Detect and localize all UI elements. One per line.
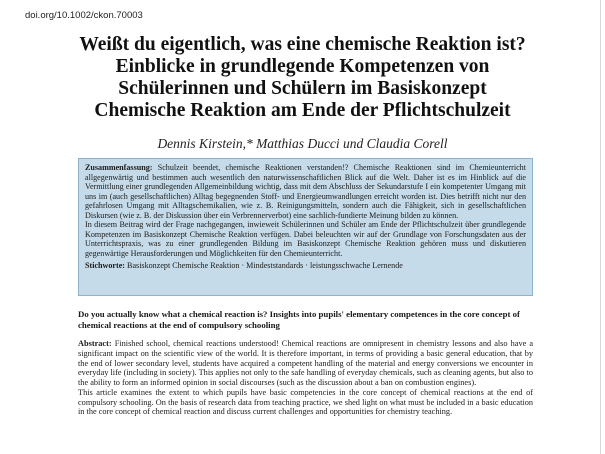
keywords-text: Basiskonzept Chemische Reaktion · Mindeststandards · leistungsschwache Lernende [127, 261, 403, 271]
german-abstract-paragraph: In diesem Beitrag wird der Frage nachgegangen, inwieweit Schülerinnen und Schüler am Ende der Pflichtschulzeit über grundlegende Kompetenzen im Basiskonzept Chemische Reaktion verfügen. Dabei beleuchten wir auf der Grundlage von Forschungsdaten aus der Unterrichtspraxis, was zu einer grundlegenden Bildung im Basiskonzept Chemische Reaktion gehören muss und diskutieren gegenwärtige Herausforderungen und Möglichkeiten für den Chemieunterricht. [85, 220, 526, 258]
english-abstract-paragraph: This article examines the extent to which pupils have basic competencies in the core concept of chemical reactions at the end of compulsory schooling. On the basis of research data from teaching practice, we shed light on what must be included in a basic education in the core concept of chemical reaction and discuss current challenges and opportunities for chemistry teaching. [78, 387, 533, 417]
english-abstract-lead: Abstract: [78, 339, 112, 348]
title-line: Schülerinnen und Schülern im Basiskonzept [118, 78, 487, 99]
english-title: Do you actually know what a chemical reaction is? Insights into pupils' elementary competences in the core concept of chemical reactions at the end of compulsory schooling [78, 309, 520, 330]
english-abstract-paragraph [78, 339, 533, 388]
title-line: Einblicke in grundlegende Kompetenzen von [115, 56, 490, 77]
english-abstract-text: Finished school, chemical reactions understood! Chemical reactions are omnipresent in chemistry lessons and also have a significant impact on the scientific view of the world. It is therefore important, in terms of providing a basic general education, that by the end of lower secondary level, students have acquired a competent handling of the material and energy conversions we encounter in everyday life (including in society). This applies not only to the safe handling of everyday chemicals, such as cleaning agents, but also to the ability to form an informed opinion in social discourses (such as the discussion about a ban on combustion engines). [78, 339, 534, 387]
german-abstract-text: Schulzeit beendet, chemische Reaktionen verstanden!? Chemische Reaktionen sind im Chemieunterricht allgegenwärtig und bestimmen auch wesentlich den naturwissenschaftlichen Blick auf die Welt. Daher ist es im Hinblick auf die Vermittlung einer grundlegenden Allgemeinbildung wichtig, dass mit dem Abschluss der Sekundarstufe I ein kompetenter Umgang mit uns im (auch gesellschaftlichen) Alltag begegnenden Stoff- und Energieumwandlungen erreicht worden ist. Dies betrifft nicht nur den gefahrlosen Umgang mit Alltagschemikalien, wie z. B. Reinigungsmitteln, sondern auch die Fähigkeit, sich in gesellschaftlichen Diskursen (wie z. B. der Diskussion über ein Verbrennerverbot) eine sachlich-fundierte Meinung bilden zu können. [85, 163, 526, 220]
author-list: Dennis Kirstein,* Matthias Ducci und Claudia Corell [157, 136, 448, 151]
german-abstract-paragraph [85, 163, 526, 220]
german-abstract-box [78, 158, 533, 296]
title-line: Weißt du eigentlich, was eine chemische Reaktion ist? [79, 34, 526, 55]
article-title [20, 34, 585, 122]
english-abstract [78, 339, 533, 417]
title-line: Chemische Reaktion am Ende der Pflichtschulzeit [94, 100, 511, 121]
page-edge-divider [600, 0, 601, 454]
german-abstract-lead: Zusammenfassung: [85, 163, 153, 172]
keywords [85, 261, 526, 271]
keywords-label: Stichworte: [85, 261, 126, 271]
doi-link[interactable]: doi.org/10.1002/ckon.70003 [25, 10, 143, 21]
